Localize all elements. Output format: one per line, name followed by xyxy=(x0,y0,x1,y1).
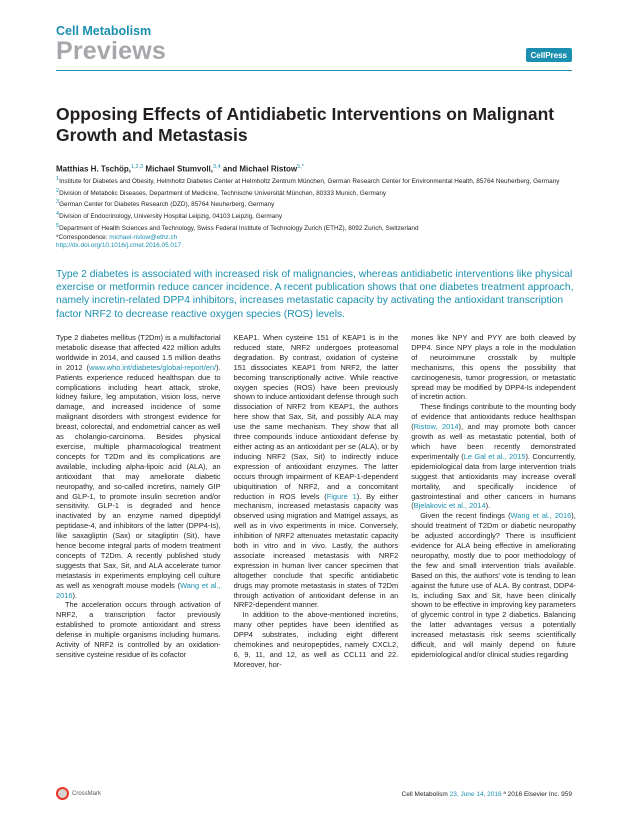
abstract: Type 2 diabetes is associated with increased risk of malignancies, whereas antidiabetic interventions like physical exercise or metformin reduce cancer incidence. A recent publication shows that one diabetes treatment approach, namely incretin-related DPP4 inhibitors, increases metastatic capacity by activating the antioxidant transcription factor NRF2 to decrease reactive oxygen species (ROS) levels. xyxy=(56,269,574,320)
reference-link[interactable]: Ristow, 2014 xyxy=(413,422,459,432)
journal-name: Cell Metabolism xyxy=(56,24,152,38)
author-affiliation-sup: 3,4 xyxy=(213,164,221,170)
body-column-1 xyxy=(56,333,221,801)
reference-link[interactable]: www.who.int/diabetes/global-report/en/ xyxy=(89,362,217,372)
reference-link[interactable]: Bjelakovic et al., 2014 xyxy=(413,501,486,511)
author-affiliation-sup: 5,* xyxy=(297,164,304,170)
header-rule xyxy=(56,70,572,71)
correspondence: *Correspondence: michael-ristow@ethz.ch xyxy=(56,233,178,241)
author-affiliation-sup: 1,2,3 xyxy=(130,164,144,170)
body-paragraph: These findings contribute to the mounting body of evidence that antioxidants reduce healthspan (Ristow, 2014), and may promote both cancer growth as well as metastatic potential, both of which have been recently demonstrated experimentally (Le Gal et al., 2015). Concurrently, epidemiological data from large intervention trials suggest that antioxidants may increase overall mortality, and specifically incidence of gastrointestinal and other cancers in humans (Bjelakovic et al., 2014). xyxy=(411,402,576,511)
crossmark-icon xyxy=(56,787,69,800)
section-label: Previews xyxy=(56,37,167,65)
crossmark[interactable] xyxy=(56,787,101,800)
body-paragraph: Type 2 diabetes mellitus (T2Dm) is a multifactorial metabolic disease that affected 422 million adults worldwide in 2014, and caused 1.5 million deaths in 2012 (www.who.int/diabetes/global-report/en/). Patients experience reduced healthspan due to complications including heart attack, stroke, kidney failure, leg amputation, vision loss, nerve damage, and increased incidence of some malignant disorders with strongest evidence for breast, colorectal, and endometrial cancer as well as cholangio-carcinoma. Besides physical exercise, multiple pharmacological treatment concepts for T2Dm and its complications are available, including alpha-lipoic acid (ALA), an antioxidant that may ameliorate diabetic neuropathy, and so-called incretins, namely GIP and GLP-1, to promote insulin secretion and/or sensitivity. GLP-1 is degraded and hence inactivated by an enzyme named dipeptidyl peptidase-4, and inhibitors of the latter (DPP4-Is), like saxagliptin (Sax) or sitagliptin (Sit), have hence become integral parts of modern treatment concepts of T2Dm. A recently published study suggests that Sax, Sit, and ALA accelerate tumor metastasis in experiments employing cell culture as well as xenograft mouse models (Wang et al., 2016). xyxy=(56,333,221,600)
body-paragraph: mones like NPY and PYY are both cleaved by DPP4. Since NPY plays a role in the modulation of neuroimmune crosstalk by multiple mechanisms, this opens the possibility that carcinogenesis, tumor progression, or metastatic spread may be modified by DPP4-Is independent of incretin action. xyxy=(411,333,576,402)
affiliation: $^5$Department of Health Sciences and Technology, Swiss Federal Institute of Technology Zurich (ETHZ), 8092 Zurich, Switzerland xyxy=(56,222,419,232)
page-footer xyxy=(402,791,572,798)
affiliation: $^1$Institute for Diabetes and Obesity, Helmholtz Diabetes Center at Helmholtz Zentrum München, German Research Center for Environmental Health, 85764 Neuherberg, Germany xyxy=(56,176,560,186)
correspondence-email-link[interactable]: michael-ristow@ethz.ch xyxy=(109,233,178,241)
affiliation: $^3$German Center for Diabetes Research (DZD), 85764 Neuherberg, Germany xyxy=(56,199,275,209)
author-name: and Michael Ristow xyxy=(220,164,298,174)
footer-volume-date: 23, June 14, 2016 xyxy=(447,791,502,798)
affiliation: $^4$Division of Endocrinology, University Hospital Leipzig, 04103 Leipzig, Germany xyxy=(56,211,283,221)
article-title: Opposing Effects of Antidiabetic Interventions on Malignant Growth and Metastasis xyxy=(56,104,555,145)
author-list xyxy=(56,164,576,174)
body-columns xyxy=(56,333,576,801)
doi-link[interactable]: http://dx.doi.org/10.1016/j.cmet.2016.05.017 xyxy=(56,242,182,250)
body-paragraph: The acceleration occurs through activation of NRF2, a transcription factor previously established to promote antioxidant and stress defense in multiple organisms including humans. Activity of NRF2 is controlled by an oxidation-sensitive cysteine residue of its cofactor xyxy=(56,600,221,659)
reference-link[interactable]: Wang et al., 2016 xyxy=(510,511,572,521)
footer-copyright: ª 2016 Elsevier Inc. xyxy=(501,791,560,798)
author-name: Matthias H. Tschöp, xyxy=(56,164,131,174)
crossmark-label: CrossMark xyxy=(72,790,102,797)
reference-link[interactable]: Le Gal et al., 2015 xyxy=(463,451,526,461)
body-paragraph: Given the recent findings (Wang et al., 2016), should treatment of T2Dm or diabetic neuropathy be adjusted accordingly? There is insufficient evidence for ALA being effective in ameliorating neuropathy, mostly due to poor methodology of the few and small intervention trials available. Based on this, the authors' vote is tending to lean against the future use of ALA. By contrast, DDP4-Is, including Sax and Sit, have been clinically shown to be effective in improving key parameters of glycemic control in type 2 diabetics. Balancing the latter advantages versus a potentially increased metastasis risk seems scientifically difficult, and will mainly depend on future epidemiological and/or clinical studies regarding xyxy=(411,511,576,659)
footer-page-number: 959 xyxy=(559,791,572,798)
publisher-logo: CellPress xyxy=(526,48,572,62)
author-name: Michael Stumvoll, xyxy=(143,164,213,174)
footer-journal: Cell Metabolism xyxy=(401,791,448,798)
body-paragraph: In addition to the above-mentioned incretins, many other peptides have been identified as DPP4 substrates, including eight different chemokines and neuropeptides, namely CXCL2, 6, 9, 11, and 12, as well as CCL11 and 22. Moreover, hor- xyxy=(233,610,399,669)
body-column-2 xyxy=(234,333,399,801)
affiliation: $^2$Division of Metabolic Diseases, Department of Medicine, Technische Universität München, 80333 Munich, Germany xyxy=(56,187,387,197)
body-column-3 xyxy=(411,333,576,801)
reference-link[interactable]: Wang et al., 2016 xyxy=(56,580,221,600)
figure-link[interactable]: Figure 1 xyxy=(326,491,357,501)
body-paragraph: KEAP1. When cysteine 151 of KEAP1 is in the reduced state, NRF2 undergoes proteasomal degradation. By contrast, oxidation of cysteine 151 dissociates KEAP1 from NRF2, the latter becoming transcriptionally active. While reactive oxygen species (ROS) have been previously shown to induce antioxidant defense through such dissociation of NRF2 from KEAP1, the authors here show that Sax, Sit, and possibly ALA may use the same mechanism. They show that all three compounds induce antioxidant defense by either acting as an antioxidant per se (ALA), or by inducing NRF2 (Sax, Sit) to indirectly induce expression of antioxidant enzymes. The latter occurs through impairment of KEAP-1-dependent ubiquitination of NRF2, and a concomitant reduction in ROS levels (Figure 1). By either mechanism, increased metastasis capacity was observed using migration and Matrigel assays, as well as in vivo experiments in mice. Conversely, inhibition of NRF2 attenuates metastatic capacity both in vitro and in vivo. Lastly, the authors associate increased metastasis with NRF2 expression in human liver cancer specimen that altogether conclude that specific antidiabetic drugs may promote metastasis in states of T2Dm through activation of antioxidant defense in an NRF2-dependent manner. xyxy=(233,333,399,610)
affiliation-list xyxy=(56,175,576,251)
